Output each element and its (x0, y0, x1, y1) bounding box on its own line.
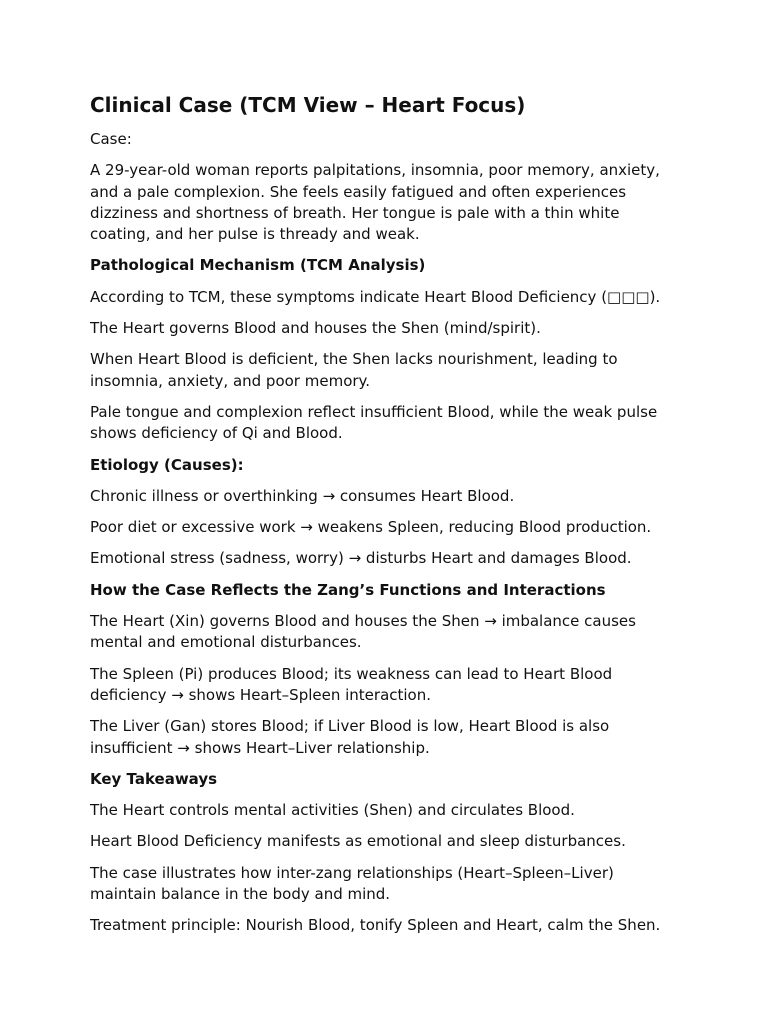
document-page (90, 90, 675, 947)
takeaway-paragraph: The case illustrates how inter-zang relationships (Heart–Spleen–Liver) maintain balance in the body and mind. (90, 863, 614, 904)
mechanism-paragraph: When Heart Blood is deficient, the Shen lacks nourishment, leading to insomnia, anxiety, and poor memory. (90, 350, 618, 390)
takeaway-paragraph: Heart Blood Deficiency manifests as emotional and sleep disturbances. (90, 832, 626, 851)
takeaway-paragraph: Treatment principle: Nourish Blood, tonify Spleen and Heart, calm the Shen. (90, 916, 661, 935)
mechanism-paragraph: The Heart governs Blood and houses the Shen (mind/spirit). (90, 319, 541, 338)
zang-paragraph: The Liver (Gan) stores Blood; if Liver Blood is low, Heart Blood is also insufficient → shows Heart–Liver relationship. (90, 717, 610, 757)
case-description: A 29-year-old woman reports palpitations, insomnia, poor memory, anxiety, and a pale complexion. She feels easily fatigued and often experiences dizziness and shortness of breath. Her tongue is pale with a thin white coating, and her pulse is thready and weak. (90, 161, 660, 244)
zang-paragraph: The Heart (Xin) governs Blood and houses the Shen → imbalance causes mental and emotional disturbances. (90, 612, 636, 652)
takeaways-heading: Key Takeaways (90, 769, 218, 788)
etiology-paragraph: Emotional stress (sadness, worry) → disturbs Heart and damages Blood. (90, 549, 632, 568)
zang-heading: How the Case Reflects the Zang’s Functions and Interactions (90, 580, 606, 599)
etiology-paragraph: Poor diet or excessive work → weakens Spleen, reducing Blood production. (90, 518, 652, 537)
takeaway-paragraph: The Heart controls mental activities (Shen) and circulates Blood. (90, 801, 575, 820)
case-label: Case: (90, 130, 132, 148)
document-title: Clinical Case (TCM View – Heart Focus) (90, 93, 526, 117)
mechanism-paragraph: According to TCM, these symptoms indicate Heart Blood Deficiency (□□□). (90, 287, 661, 306)
mechanism-heading: Pathological Mechanism (TCM Analysis) (90, 256, 426, 275)
etiology-paragraph: Chronic illness or overthinking → consumes Heart Blood. (90, 486, 515, 505)
etiology-heading: Etiology (Causes): (90, 455, 244, 474)
zang-paragraph: The Spleen (Pi) produces Blood; its weakness can lead to Heart Blood deficiency → shows Heart–Spleen interaction. (90, 664, 613, 704)
mechanism-paragraph: Pale tongue and complexion reflect insufficient Blood, while the weak pulse shows deficiency of Qi and Blood. (90, 402, 658, 443)
